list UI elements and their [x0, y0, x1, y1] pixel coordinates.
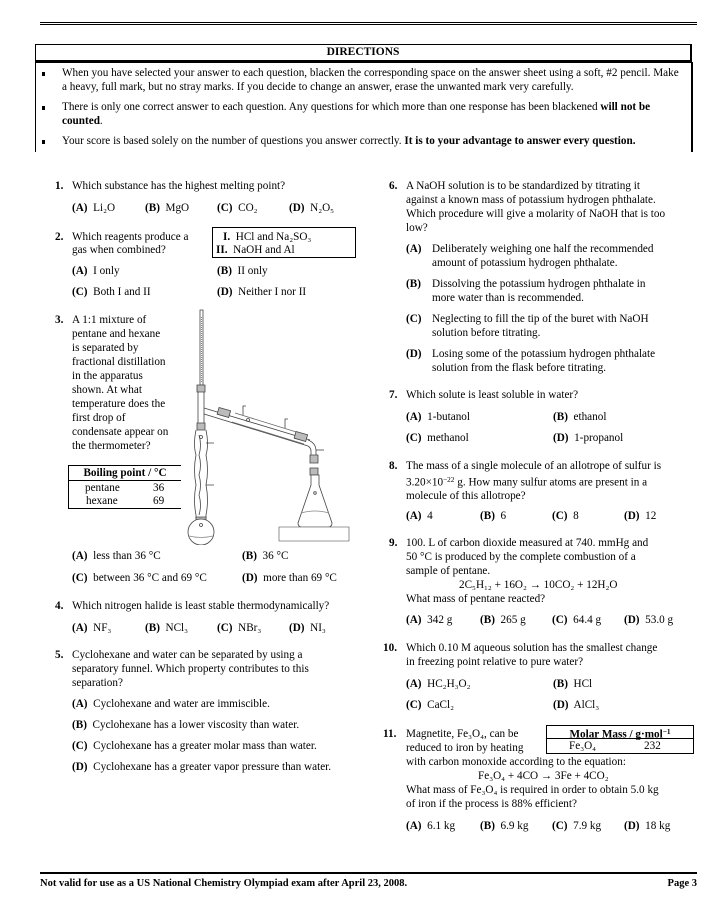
option-value: Dissolving the potassium hydrogen phthalate in [432, 278, 646, 290]
question-text [72, 648, 309, 690]
option-label: (A) [72, 202, 88, 214]
option-value: NBr₃ [238, 622, 262, 634]
joint-clamp [310, 468, 318, 475]
question-number: 9. [389, 537, 398, 549]
option-label: (C) [552, 510, 568, 522]
option-value: NCl₃ [165, 622, 189, 634]
option-value: NF₃ [93, 622, 112, 634]
option-value: Neither I nor II [238, 286, 307, 298]
question-text [72, 313, 168, 453]
thermometer-icon [200, 310, 203, 385]
option-label: (A) [72, 698, 88, 710]
directions-item-text [62, 101, 685, 128]
question-number: 5. [55, 649, 64, 661]
joint-clamp [310, 455, 318, 463]
option-a[interactable] [72, 201, 115, 215]
text-line: Which 0.10 M aqueous solution has the smallest change [406, 642, 658, 654]
joint-clamp [197, 385, 205, 392]
option-value: NI₃ [310, 622, 326, 634]
option-value: Li₂O [93, 202, 116, 214]
option-label: (D) [242, 572, 258, 584]
option-label: (C) [552, 614, 568, 626]
directions-box [35, 62, 693, 152]
option-b[interactable] [553, 410, 606, 424]
option-value: HC₂H₃O₂ [427, 678, 471, 690]
option-b[interactable] [242, 549, 288, 563]
option-label: (A) [72, 622, 88, 634]
option-label: (A) [406, 614, 422, 626]
option-value: Both I and II [93, 286, 151, 298]
table-cell-value: 232 [644, 740, 661, 752]
option-value: solution before titrating. [432, 327, 541, 339]
option-value: 1-butanol [427, 411, 471, 423]
text-line: fractional distillation [72, 356, 166, 368]
option-a[interactable] [72, 697, 270, 711]
question-text [406, 536, 648, 578]
text-line: Which procedure will give a molarity of NaOH that is too [406, 208, 666, 220]
option-value: Cyclohexane has a lower viscosity than water. [92, 719, 300, 731]
option-label: (A) [406, 678, 422, 690]
option-label: (B) [480, 614, 495, 626]
text-line: A NaOH solution is to be standardized by titrating it [406, 180, 640, 192]
option-b[interactable] [480, 509, 506, 523]
text-line: separation? [72, 677, 123, 689]
text-line: The mass of a single molecule of an allotrope of sulfur is [406, 460, 662, 472]
option-label: (D) [406, 348, 422, 360]
option-c[interactable] [72, 571, 207, 585]
text-line: in freezing point relative to pure water? [406, 656, 584, 668]
option-d[interactable] [72, 760, 331, 774]
option-value: 6.9 kg [500, 820, 529, 832]
directions-item-plain: Your score is based solely on the number of questions you answer correctly. [62, 135, 405, 147]
question-text: Which solute is least soluble in water? [406, 389, 579, 401]
option-label: (C) [217, 202, 233, 214]
option-label: (D) [624, 510, 640, 522]
option-a[interactable] [406, 410, 470, 424]
question-number: 8. [389, 460, 398, 472]
option-value: 53.0 g [645, 614, 674, 626]
table-cell-name: pentane [85, 482, 120, 494]
directions-item-after: . [99, 114, 103, 127]
option-label: (C) [72, 740, 88, 752]
option-value: Deliberately weighing one half the recommended [432, 243, 654, 255]
erlenmeyer-flask-icon [298, 475, 332, 527]
text-line: against a known mass of potassium hydrogen phthalate. [406, 194, 656, 206]
question-text: gas when combined? [72, 244, 166, 256]
option-value: Cyclohexane has a greater molar mass than water. [93, 740, 317, 752]
table-cell-name: Fe₃O₄ [569, 740, 597, 752]
option-c[interactable] [217, 201, 258, 215]
text-line: separatory funnel. Which property contributes to this [72, 663, 309, 675]
option-a[interactable] [406, 819, 455, 833]
boiling-point-table [68, 465, 181, 509]
option-d[interactable] [624, 509, 656, 523]
option-value: ethanol [573, 411, 607, 423]
table-header [547, 726, 693, 739]
question-number: 4. [55, 600, 64, 612]
table-cell-value: 69 [153, 495, 165, 507]
header-text: Molar Mass / g·mol [569, 728, 663, 741]
option-value: methanol [427, 432, 469, 444]
option-value: 265 g [500, 614, 526, 626]
roman-numeral: I. [223, 231, 231, 243]
adapter [308, 440, 316, 455]
table-cell-name: hexane [86, 495, 118, 507]
option-d[interactable] [624, 819, 670, 833]
question-prompt [406, 783, 659, 811]
option-a[interactable] [406, 509, 433, 523]
question-text [406, 641, 657, 669]
option-value: Losing some of the potassium hydrogen phthalate [432, 348, 656, 360]
text-line: low? [406, 222, 428, 234]
directions-title: DIRECTIONS [35, 44, 692, 62]
option-label: (C) [72, 286, 88, 298]
option-value: between 36 °C and 69 °C [93, 572, 207, 584]
option-d[interactable] [553, 698, 599, 712]
option-value: amount of potassium hydrogen phthalate. [432, 257, 618, 269]
text-line: Magnetite, Fe₃O₄, can be [406, 728, 519, 740]
directions-item-text [62, 135, 685, 149]
text-line: is separated by [72, 342, 139, 354]
option-d[interactable] [242, 571, 337, 585]
option-value: 36 °C [262, 550, 289, 562]
option-label: (D) [217, 286, 233, 298]
option-label: (C) [552, 820, 568, 832]
table-header: Boiling point / °C [69, 466, 181, 481]
text-line: sample of pentane. [406, 565, 491, 577]
footer-rule [40, 872, 697, 874]
option-a[interactable] [406, 677, 471, 691]
option-value: Cyclohexane and water are immiscible. [93, 698, 270, 710]
option-value: II only [237, 265, 268, 277]
page-number: Page 3 [667, 878, 697, 889]
option-c[interactable] [217, 621, 261, 635]
option-label: (C) [406, 699, 422, 711]
option-value: solution from the flask before titrating. [432, 362, 606, 374]
option-b[interactable] [406, 277, 646, 304]
option-value: less than 36 °C [93, 550, 161, 562]
option-label: (C) [72, 572, 88, 584]
text-line: shown. At what [72, 384, 142, 396]
directions-item-text: When you have selected your answer to each question, blacken the corresponding space on the answer sheet using a soft, #2 pencil. Make a heavy, full mark, but no stray marks. If you decide to change an answer, erase the unwanted mark very carefully. [62, 67, 679, 93]
roman-numeral: II. [216, 244, 228, 256]
lab-stand [279, 527, 349, 541]
option-label: (A) [406, 411, 422, 423]
option-label: (D) [289, 202, 305, 214]
option-a[interactable] [406, 613, 452, 627]
option-d[interactable] [406, 347, 656, 374]
option-a[interactable] [72, 549, 161, 563]
question-number: 7. [389, 389, 398, 401]
option-label: (C) [217, 622, 233, 634]
option-value: CO₂ [238, 202, 258, 214]
option-label: (D) [553, 432, 569, 444]
option-label: (D) [289, 622, 305, 634]
question-number: 3. [55, 314, 64, 326]
text-line: the thermometer? [72, 440, 151, 452]
top-rule [40, 22, 697, 25]
exponent: −1 [662, 728, 671, 736]
option-value: 12 [645, 510, 657, 522]
option-value: 8 [573, 510, 579, 522]
option-value: 18 kg [645, 820, 671, 832]
option-b[interactable] [553, 677, 592, 691]
question-number: 1. [55, 180, 64, 192]
option-value: 6 [500, 510, 507, 522]
text-line: first drop of [72, 412, 126, 424]
table-cell-value: 36 [153, 482, 165, 494]
text-line: What mass of Fe₃O₄ is required in order to obtain 5.0 kg [406, 784, 659, 796]
option-a[interactable] [406, 242, 654, 269]
text-line: molecule of this allotrope? [406, 490, 526, 503]
option-c[interactable] [72, 285, 151, 299]
option-c[interactable] [406, 698, 454, 712]
bullet-icon [42, 106, 45, 110]
option-label: (A) [406, 510, 422, 522]
option-label: (B) [553, 678, 568, 690]
option-b[interactable] [217, 264, 268, 278]
option-value: 7.9 kg [573, 820, 602, 832]
directions-item-bold: It is to your advantage to answer every question. [404, 135, 636, 147]
still-head [198, 392, 204, 425]
option-label: (D) [624, 614, 640, 626]
option-b[interactable] [480, 819, 528, 833]
directions-item-plain: There is only one correct answer to each question. Any questions for which more than one response has been blackened [62, 101, 601, 113]
option-value: 64.4 g [573, 614, 602, 626]
molar-mass-table [546, 725, 694, 754]
text-line: in the apparatus [72, 370, 143, 382]
question-prompt: What mass of pentane reacted? [406, 593, 546, 605]
question-text: Which reagents produce a [72, 231, 189, 243]
text-line: 100. L of carbon dioxide measured at 740. mmHg and [406, 537, 649, 549]
reagent-text: HCl and Na₂SO₃ [235, 231, 312, 243]
chemical-equation: Fe₃O₄ + 4CO → 3Fe + 4CO₂ [478, 770, 609, 782]
footer-disclaimer: Not valid for use as a US National Chemistry Olympiad exam after April 23, 2008. [40, 878, 408, 889]
option-label: (A) [72, 550, 88, 562]
option-label: (B) [217, 265, 232, 277]
text-fragment: g. How many sulfur atoms are present in a [454, 476, 648, 489]
option-label: (C) [406, 313, 422, 325]
option-label: (B) [406, 278, 421, 290]
option-c[interactable] [552, 509, 579, 523]
option-label: (B) [480, 510, 495, 522]
text-line [406, 473, 661, 489]
text-line: reduced to iron by heating [406, 742, 524, 754]
option-c[interactable] [406, 431, 469, 445]
reagent-ii [216, 243, 295, 257]
option-b[interactable] [480, 613, 526, 627]
text-line: with carbon monoxide according to the equation: [406, 756, 626, 768]
option-a[interactable] [72, 621, 111, 635]
option-c[interactable] [72, 739, 317, 753]
reagents-box [212, 227, 356, 258]
option-label: (D) [553, 699, 569, 711]
chemical-equation: 2C₅H₁₂ + 16O₂ → 10CO₂ + 12H₂O [459, 579, 618, 591]
fractionating-column-icon [195, 430, 215, 520]
option-value: 342 g [427, 614, 453, 626]
bullet-icon [42, 72, 45, 76]
option-label: (A) [72, 265, 88, 277]
option-d[interactable] [217, 285, 306, 299]
joint-clamp [197, 423, 205, 430]
text-line: condensate appear on [72, 426, 169, 438]
option-label: (A) [406, 243, 422, 255]
option-value: 1-propanol [574, 432, 624, 444]
directions-item-bold: will not be counted [62, 101, 651, 127]
option-label: (D) [72, 761, 88, 773]
question-text: Which nitrogen halide is least stable thermodynamically? [72, 600, 330, 612]
option-b[interactable] [145, 621, 188, 635]
option-value: Cyclohexane has a greater vapor pressure than water. [93, 761, 332, 773]
option-value: 4 [427, 510, 433, 522]
option-value: more water than is recommended. [432, 292, 584, 304]
option-value: more than 69 °C [263, 572, 337, 584]
option-d[interactable] [289, 201, 334, 215]
option-c[interactable] [406, 312, 649, 339]
question-text: Which substance has the highest melting point? [72, 180, 286, 192]
exponent: −22 [443, 476, 455, 484]
option-a[interactable] [72, 264, 120, 278]
option-label: (B) [72, 719, 87, 731]
option-d[interactable] [553, 431, 623, 445]
option-label: (B) [553, 411, 568, 423]
reagent-text: NaOH and Al [233, 244, 295, 256]
question-number: 10. [383, 642, 397, 654]
option-label: (B) [480, 820, 495, 832]
option-b[interactable] [72, 718, 299, 732]
question-text [406, 179, 665, 235]
option-value: AlCl₃ [573, 699, 600, 711]
text-line: pentane and hexane [72, 328, 161, 340]
option-label: (B) [145, 202, 160, 214]
distillation-apparatus-figure [180, 305, 360, 545]
option-c[interactable] [552, 819, 601, 833]
option-value: HCl [573, 678, 593, 690]
option-value: MgO [165, 202, 190, 214]
option-label: (A) [406, 820, 422, 832]
reagent-i [223, 230, 311, 244]
option-value: CaCl₂ [427, 699, 455, 711]
question-number: 11. [383, 728, 397, 740]
option-value: I only [93, 265, 120, 277]
text-line: of iron if the process is 88% efficient? [406, 798, 577, 810]
option-label: (C) [406, 432, 422, 444]
text-line: 50 °C is produced by the complete combustion of a [406, 551, 636, 563]
option-d[interactable] [624, 613, 673, 627]
bullet-icon [42, 140, 45, 144]
round-bottom-flask-icon [188, 519, 214, 545]
condenser-icon [204, 406, 310, 446]
mass-value: 3.20×10 [406, 476, 444, 489]
option-label: (B) [145, 622, 160, 634]
option-value: N₂O₅ [310, 202, 335, 214]
option-d[interactable] [289, 621, 326, 635]
option-b[interactable] [145, 201, 189, 215]
option-value: 6.1 kg [427, 820, 456, 832]
option-label: (B) [242, 550, 257, 562]
text-line: temperature does the [72, 398, 166, 410]
text-line: Cyclohexane and water can be separated by using a [72, 649, 303, 661]
option-label: (D) [624, 820, 640, 832]
question-number: 6. [389, 180, 398, 192]
text-line: A 1:1 mixture of [72, 314, 147, 326]
question-number: 2. [55, 231, 64, 243]
question-text [406, 459, 661, 503]
option-value: Neglecting to fill the tip of the buret with NaOH [432, 313, 649, 325]
option-c[interactable] [552, 613, 601, 627]
